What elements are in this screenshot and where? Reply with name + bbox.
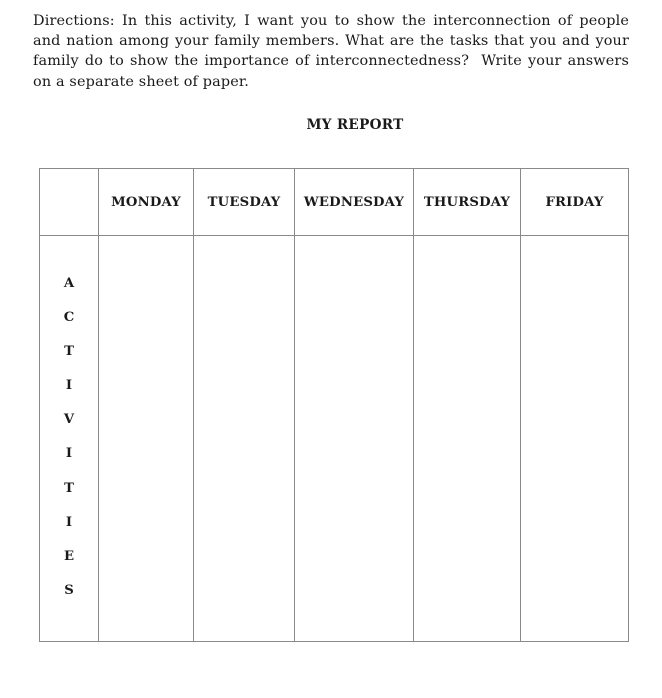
side-letter: A <box>63 276 75 291</box>
day-header-friday: FRIDAY <box>521 169 629 236</box>
wednesday-cell <box>295 236 414 642</box>
day-header-monday: MONDAY <box>99 169 194 236</box>
day-header-tuesday: TUESDAY <box>194 169 295 236</box>
activities-label-cell <box>40 236 99 642</box>
corner-header-cell <box>40 169 99 236</box>
side-letter: C <box>63 310 75 326</box>
activities-row <box>40 236 629 642</box>
side-letter: I <box>65 446 73 462</box>
side-letter: E <box>63 548 75 564</box>
day-header-wednesday: WEDNESDAY <box>295 169 414 236</box>
activities-vertical-label <box>40 236 98 617</box>
directions-text: Directions: In this activity, I want you to show the interconnection of people and nation among your family members. What are the tasks that you and your family do to show the importance of interconnectedness? Write your answers on a separate sheet of paper. <box>33 13 629 90</box>
report-title: MY REPORT <box>306 117 404 133</box>
side-letter: S <box>64 582 74 598</box>
day-header-thursday: THURSDAY <box>414 169 521 236</box>
thursday-cell <box>414 236 521 642</box>
side-letter: V <box>63 412 75 428</box>
tuesday-cell <box>194 236 295 642</box>
side-letter: I <box>65 514 73 530</box>
report-table <box>39 168 629 642</box>
monday-cell <box>99 236 194 642</box>
side-letter: I <box>65 378 73 394</box>
side-letter: T <box>64 480 74 496</box>
header-row <box>40 169 629 236</box>
friday-cell <box>521 236 629 642</box>
side-letter: T <box>64 344 74 360</box>
